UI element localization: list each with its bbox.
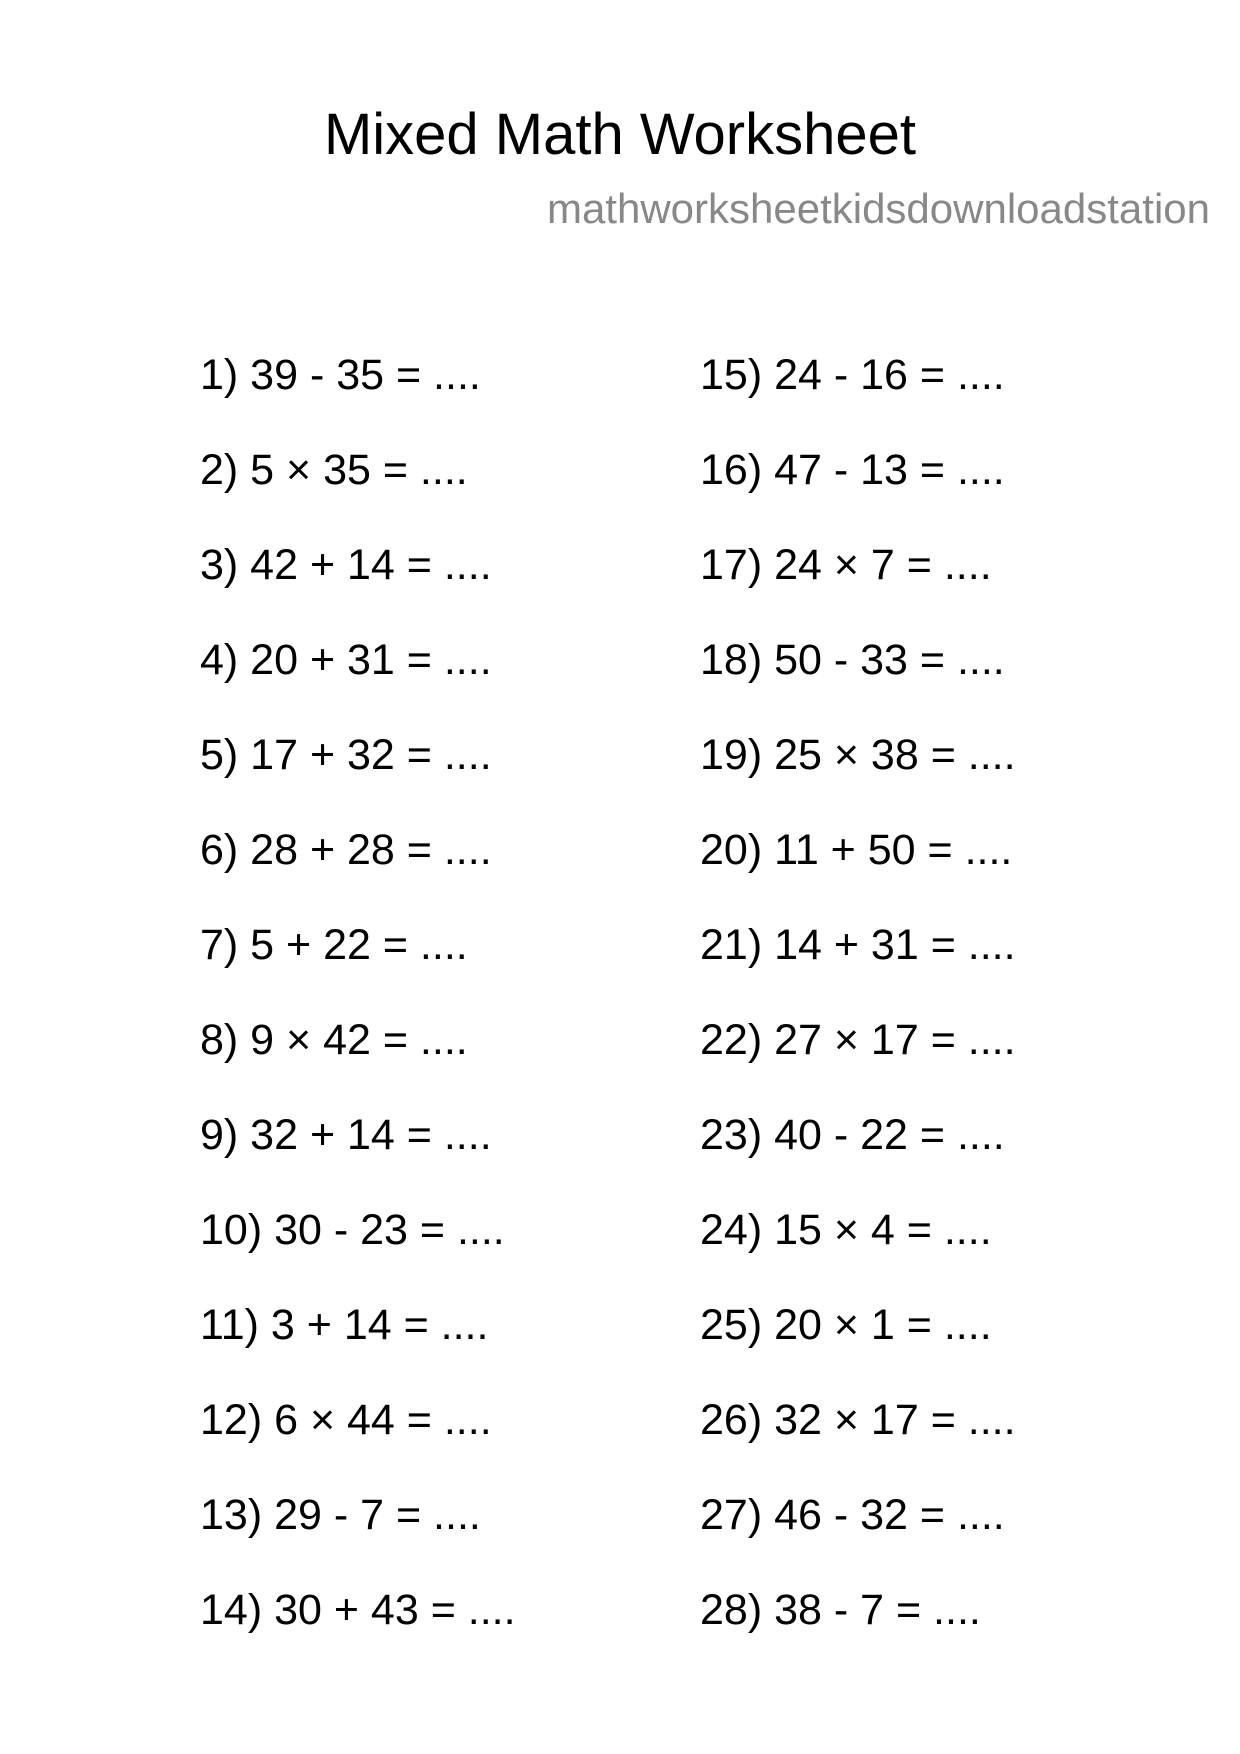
problem-1: 1) 39 - 35 = .... (200, 351, 481, 399)
problem-3: 3) 42 + 14 = .... (200, 541, 492, 589)
problem-23: 23) 40 - 22 = .... (700, 1111, 1005, 1159)
problem-25: 25) 20 × 1 = .... (700, 1301, 992, 1349)
problem-28: 28) 38 - 7 = .... (700, 1586, 981, 1634)
problem-4: 4) 20 + 31 = .... (200, 636, 492, 684)
problem-5: 5) 17 + 32 = .... (200, 731, 492, 779)
problem-6: 6) 28 + 28 = .... (200, 826, 492, 874)
problem-24: 24) 15 × 4 = .... (700, 1206, 992, 1254)
worksheet-title: Mixed Math Worksheet (323, 102, 917, 167)
problem-17: 17) 24 × 7 = .... (700, 541, 992, 589)
worksheet-subtitle: mathworksheetkidsdownloadstation (546, 185, 1210, 232)
problem-11: 11) 3 + 14 = .... (200, 1301, 489, 1349)
problem-21: 21) 14 + 31 = .... (700, 921, 1016, 969)
problem-16: 16) 47 - 13 = .... (700, 446, 1005, 494)
problem-27: 27) 46 - 32 = .... (700, 1491, 1005, 1539)
problem-15: 15) 24 - 16 = .... (700, 351, 1005, 399)
problem-13: 13) 29 - 7 = .... (200, 1491, 481, 1539)
problem-22: 22) 27 × 17 = .... (700, 1016, 1016, 1064)
problem-column-left (200, 345, 670, 1675)
problem-20: 20) 11 + 50 = .... (700, 826, 1013, 874)
problem-column-right (700, 345, 1170, 1675)
problem-18: 18) 50 - 33 = .... (700, 636, 1005, 684)
problem-12: 12) 6 × 44 = .... (200, 1396, 492, 1444)
problem-10: 10) 30 - 23 = .... (200, 1206, 505, 1254)
problem-19: 19) 25 × 38 = .... (700, 731, 1016, 779)
problem-14: 14) 30 + 43 = .... (200, 1586, 516, 1634)
problem-7: 7) 5 + 22 = .... (200, 921, 468, 969)
problem-9: 9) 32 + 14 = .... (200, 1111, 492, 1159)
problem-2: 2) 5 × 35 = .... (200, 446, 468, 494)
problem-8: 8) 9 × 42 = .... (200, 1016, 468, 1064)
problem-26: 26) 32 × 17 = .... (700, 1396, 1016, 1444)
